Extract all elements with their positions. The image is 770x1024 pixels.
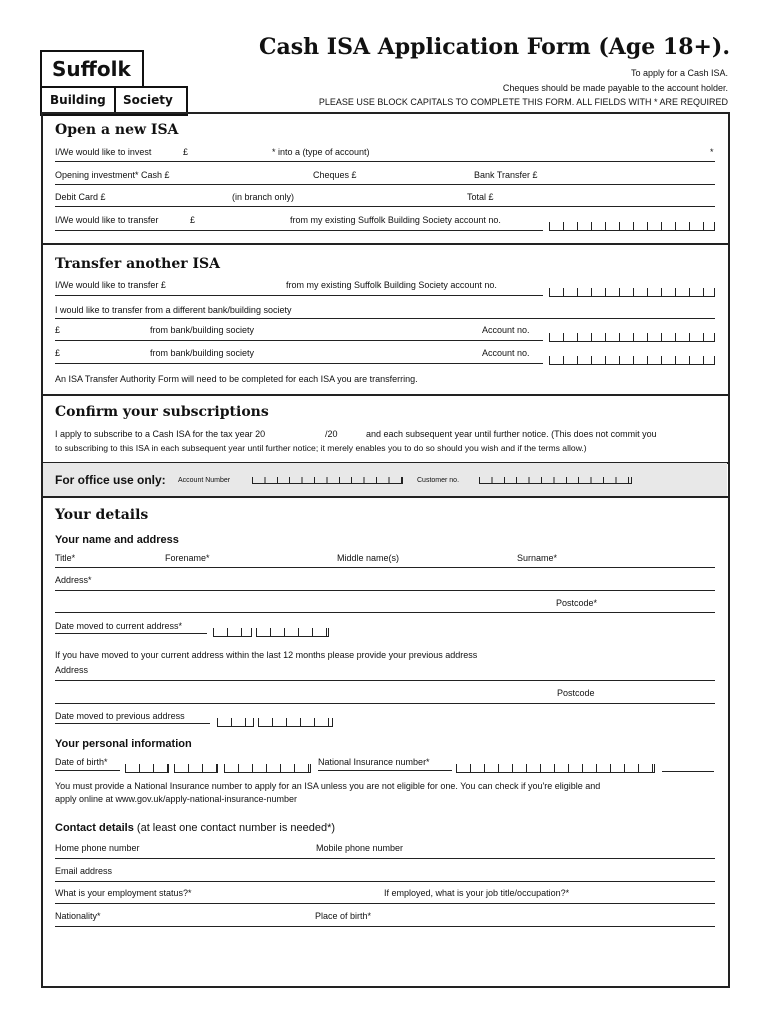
previous-address-label: Address xyxy=(55,665,89,675)
previous-address-line-2[interactable] xyxy=(55,703,715,704)
email-label: Email address xyxy=(55,866,113,876)
date-current-month-boxes[interactable] xyxy=(213,628,252,637)
bank2-label: from bank/building society xyxy=(150,348,255,358)
section-divider xyxy=(41,496,728,498)
debit-card-label: Debit Card £ xyxy=(55,192,106,202)
logo-suffolk: Suffolk xyxy=(52,57,131,81)
section-divider xyxy=(41,243,728,245)
surname-label: Surname* xyxy=(517,553,558,563)
header-line-1: To apply for a Cash ISA. xyxy=(630,68,728,78)
job-title-label: If employed, what is your job title/occupation?* xyxy=(384,888,570,898)
home-phone-label: Home phone number xyxy=(55,843,140,853)
ni-label: National Insurance number* xyxy=(318,757,430,767)
confirm-line-1b: /20 xyxy=(325,429,338,439)
ni-suffix-line[interactable] xyxy=(662,771,714,772)
bank1-line[interactable] xyxy=(55,340,543,341)
date-previous-underline xyxy=(55,723,210,724)
confirm-heading: Confirm your subscriptions xyxy=(55,404,269,420)
bank2-account-boxes[interactable] xyxy=(549,356,715,365)
invest-input-line[interactable] xyxy=(55,161,715,162)
form-title: Cash ISA Application Form (Age 18+). xyxy=(258,34,730,60)
date-previous-month-boxes[interactable] xyxy=(217,718,254,727)
bank1-account-label: Account no. xyxy=(482,325,530,335)
office-account-label: Account Number xyxy=(178,477,231,484)
date-current-year-boxes[interactable] xyxy=(256,628,329,637)
dob-label: Date of birth* xyxy=(55,757,108,767)
account-type-label: * into a (type of account) xyxy=(272,147,370,157)
dob-day-boxes[interactable] xyxy=(125,764,169,773)
phone-input-line[interactable] xyxy=(55,858,715,859)
postcode-required-label: Postcode* xyxy=(556,598,598,608)
previous-address-line-1[interactable] xyxy=(55,680,715,681)
office-use-label: For office use only: xyxy=(55,473,166,487)
ni-note-line-1: You must provide a National Insurance number to apply for an ISA unless you are not eligible for one. You can check if you're eligible and xyxy=(55,781,601,791)
date-current-label: Date moved to current address* xyxy=(55,621,183,631)
name-input-line[interactable] xyxy=(55,567,715,568)
ni-underline xyxy=(318,770,452,771)
total-label: Total £ xyxy=(467,192,494,202)
bank2-pound: £ xyxy=(55,348,61,358)
transfer-input-line[interactable] xyxy=(55,230,543,231)
transfer-label: I/We would like to transfer xyxy=(55,215,159,225)
in-branch-label: (in branch only) xyxy=(232,192,295,202)
transfer-account-boxes[interactable] xyxy=(549,288,715,297)
dob-month-boxes[interactable] xyxy=(174,764,218,773)
date-current-underline xyxy=(55,633,207,634)
required-star: * xyxy=(710,147,714,157)
from-existing-label: from my existing Suffolk Building Society account no. xyxy=(290,215,501,225)
date-previous-label: Date moved to previous address xyxy=(55,711,185,721)
debit-input-line[interactable] xyxy=(55,206,715,207)
date-previous-year-boxes[interactable] xyxy=(258,718,333,727)
different-society-label: I would like to transfer from a different bank/building society xyxy=(55,305,292,315)
office-account-boxes[interactable] xyxy=(252,477,403,484)
mobile-phone-label: Mobile phone number xyxy=(316,843,404,853)
section-divider xyxy=(41,394,728,396)
opening-cash-label: Opening investment* Cash £ xyxy=(55,170,170,180)
invest-pound: £ xyxy=(183,147,189,157)
address-label: Address* xyxy=(55,575,92,585)
address-line-2[interactable] xyxy=(55,612,715,613)
transfer-existing-label: from my existing Suffolk Building Society account no. xyxy=(286,280,497,290)
transfer-isa-heading: Transfer another ISA xyxy=(55,256,220,272)
moved-note: If you have moved to your current address within the last 12 months please provide your previous address xyxy=(55,650,478,660)
confirm-line-1a: I apply to subscribe to a Cash ISA for the tax year 20 xyxy=(55,429,266,439)
bank1-pound: £ xyxy=(55,325,61,335)
dob-underline xyxy=(55,770,120,771)
office-customer-label: Customer no. xyxy=(417,477,460,484)
bank1-account-boxes[interactable] xyxy=(549,333,715,342)
transfer-authority-note: An ISA Transfer Authority Form will need to be completed for each ISA you are transferring. xyxy=(55,374,418,384)
header-line-2: Cheques should be made payable to the account holder. xyxy=(502,83,728,93)
forename-label: Forename* xyxy=(165,553,210,563)
birthplace-label: Place of birth* xyxy=(315,911,372,921)
cheques-label: Cheques £ xyxy=(313,170,357,180)
account-number-boxes[interactable] xyxy=(549,222,715,231)
open-isa-heading: Open a new ISA xyxy=(55,122,179,138)
middle-name-label: Middle name(s) xyxy=(337,553,400,563)
transfer-pound: £ xyxy=(190,215,196,225)
dob-year-boxes[interactable] xyxy=(224,764,311,773)
contact-heading-bold: Contact details xyxy=(55,822,134,834)
logo-building: Building xyxy=(50,93,106,107)
office-customer-boxes[interactable] xyxy=(479,477,632,484)
ni-number-boxes[interactable] xyxy=(456,764,655,773)
bank2-line[interactable] xyxy=(55,363,543,364)
email-input-line[interactable] xyxy=(55,881,715,882)
header-line-3: PLEASE USE BLOCK CAPITALS TO COMPLETE THIS FORM. ALL FIELDS WITH * ARE REQUIRED xyxy=(318,97,728,107)
postcode-label: Postcode xyxy=(557,688,595,698)
nationality-input-line[interactable] xyxy=(55,926,715,927)
invest-label: I/We would like to invest xyxy=(55,147,152,157)
contact-heading-note: (at least one contact number is needed*) xyxy=(133,822,336,834)
title-label: Title* xyxy=(55,553,76,563)
bank1-label: from bank/building society xyxy=(150,325,255,335)
transfer-from-line[interactable] xyxy=(55,295,543,296)
details-heading: Your details xyxy=(55,507,149,523)
contact-heading xyxy=(55,822,335,834)
address-line-1[interactable] xyxy=(55,590,715,591)
nationality-label: Nationality* xyxy=(55,911,101,921)
ni-note-line-2: apply online at www.gov.uk/apply-national-insurance-number xyxy=(55,794,297,804)
confirm-line-1c: and each subsequent year until further notice. (This does not commit you xyxy=(366,429,657,439)
name-address-heading: Your name and address xyxy=(55,534,179,546)
different-line xyxy=(55,318,715,319)
employment-input-line[interactable] xyxy=(55,903,715,904)
bank-transfer-label: Bank Transfer £ xyxy=(474,170,538,180)
confirm-line-2: to subscribing to this ISA in each subsequent year until further notice; it merely enables you to do so should you wish and if the terms allow.) xyxy=(55,443,587,453)
logo-society: Society xyxy=(123,93,173,107)
employment-label: What is your employment status?* xyxy=(55,888,192,898)
bank2-account-label: Account no. xyxy=(482,348,530,358)
opening-input-line[interactable] xyxy=(55,184,715,185)
transfer-from-label: I/We would like to transfer £ xyxy=(55,280,166,290)
personal-info-heading: Your personal information xyxy=(55,738,192,750)
